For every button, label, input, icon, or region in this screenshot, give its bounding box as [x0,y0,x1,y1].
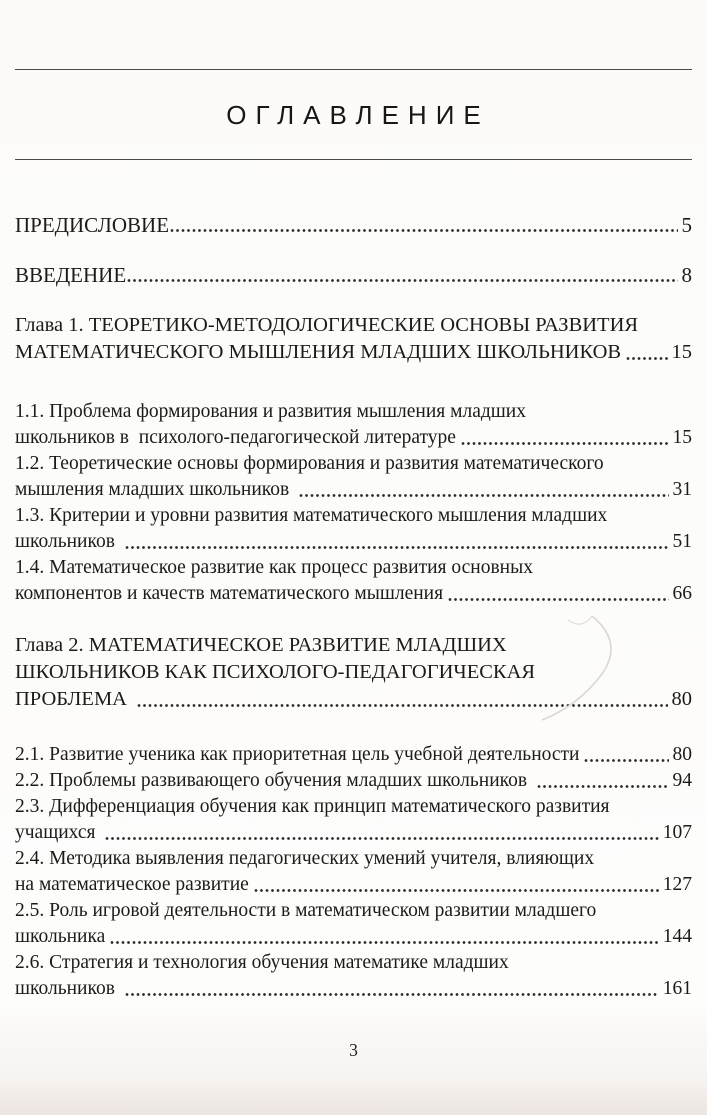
toc-page-ref: 127 [662,874,692,895]
toc-page-ref: 15 [671,341,692,363]
toc-entry [15,503,692,555]
toc-entry-text: 1.2. Теоретические основы формирования и развития математического [15,453,604,474]
toc-entry-line [15,768,692,794]
toc-entry-line [15,555,692,581]
toc-entry-text: школьников [15,978,120,999]
toc-entry-text: 2.1. Развитие ученика как приоритетная цель учебной деятельности [15,744,580,765]
toc-entry-line [15,312,692,339]
toc-entry-text: школьников [15,531,120,552]
toc-entry-text: 2.3. Дифференциация обучения как принцип математического развития [15,796,610,817]
toc-entry-line [15,529,692,555]
toc-entry [15,768,692,794]
dot-leader [137,701,667,709]
toc-entry-line [15,872,692,898]
header-rule-top [15,69,692,70]
toc-entry-text: 1.4. Математическое развитие как процесс развития основных [15,557,533,578]
toc-entry [15,312,692,366]
toc-entry [15,846,692,898]
toc-entry [15,950,692,1002]
toc-entry-line [15,976,692,1002]
toc-page-ref: 5 [681,213,692,237]
toc-entry-text: 2.6. Стратегия и технология обучения математике младших [15,952,509,973]
dot-leader [110,938,658,946]
toc-entry [15,451,692,503]
toc-page-ref: 94 [672,770,692,791]
dot-leader [127,276,677,284]
dot-leader [125,543,669,551]
toc-entry-text: 2.2. Проблемы развивающего обучения младших школьников [15,770,532,791]
toc-entry-text: ПРЕДИСЛОВИЕ [15,213,170,237]
page-content [0,69,707,1002]
toc-entry-line [15,820,692,846]
toc-page-ref: 66 [672,583,692,604]
toc-entry-line [15,742,692,768]
toc-entry-text: 1.1. Проблема формирования и развития мышления младших [15,401,526,422]
toc-entry-line [15,262,692,288]
dot-leader [105,834,658,842]
toc-entry-line [15,339,692,366]
toc-entry-line [15,686,692,713]
page-number: 3 [349,1040,358,1060]
toc-entry [15,898,692,950]
toc-entry-text: школьника [15,926,106,947]
toc-entry-text: школьников в психолого-педагогической литературе [15,427,456,448]
toc-entry [15,794,692,846]
dot-leader [584,756,668,764]
dot-leader [254,886,659,894]
toc-entry [15,262,692,288]
dot-leader [461,439,669,447]
toc-entry-text: Глава 2. МАТЕМАТИЧЕСКОЕ РАЗВИТИЕ МЛАДШИХ [15,634,507,656]
dot-leader [448,595,668,603]
toc-page-ref: 8 [681,263,692,287]
toc-entry-line [15,659,692,686]
toc-entry-line [15,503,692,529]
dot-leader [299,491,668,499]
toc-entry [15,742,692,768]
dot-leader [626,354,667,362]
toc-entry-line [15,425,692,451]
toc-entry-line [15,212,692,238]
toc-entry-line [15,898,692,924]
toc-entry-text: 2.4. Методика выявления педагогических умений учителя, влияющих [15,848,595,869]
toc-entry-line [15,846,692,872]
toc-page-ref: 161 [662,978,692,999]
toc-entry-line [15,794,692,820]
toc-entry-text: компонентов и качеств математического мышления [15,583,444,604]
page-title: ОГЛАВЛЕНИЕ [226,100,490,130]
toc-entry-text: 1.3. Критерии и уровни развития математического мышления младших [15,505,608,526]
toc-entry-text: ШКОЛЬНИКОВ КАК ПСИХОЛОГО-ПЕДАГОГИЧЕСКАЯ [15,661,536,683]
toc-entry-line [15,451,692,477]
toc-entry [15,555,692,607]
toc-entry-text: мышления младших школьников [15,479,295,500]
toc-entry-text: учащихся [15,822,101,843]
header-rule-bottom [15,159,692,160]
toc-page-ref: 107 [662,822,692,843]
toc-page-ref: 51 [672,531,692,552]
toc-entry-line [15,477,692,503]
toc-entry-line [15,950,692,976]
toc-entry-text: МАТЕМАТИЧЕСКОГО МЫШЛЕНИЯ МЛАДШИХ ШКОЛЬНИКОВ [15,341,622,363]
toc-entry-text: ПРОБЛЕМА [15,688,133,710]
dot-leader [537,782,669,790]
toc-entry-line [15,924,692,950]
toc-entry [15,399,692,451]
toc-list [15,212,692,1002]
toc-header [15,69,692,160]
toc-page-ref: 80 [671,688,692,710]
toc-entry [15,632,692,713]
dot-leader [170,226,677,234]
toc-entry-text: ВВЕДЕНИЕ [15,263,127,287]
toc-page-ref: 144 [662,926,692,947]
toc-entry-line [15,581,692,607]
toc-entry-text: Глава 1. ТЕОРЕТИКО-МЕТОДОЛОГИЧЕСКИЕ ОСНОВЫ РАЗВИТИЯ [15,314,639,336]
toc-entry-line [15,399,692,425]
toc-entry-text: на математическое развитие [15,874,249,895]
toc-page-ref: 15 [672,427,692,448]
toc-entry-line [15,632,692,659]
dot-leader [125,990,659,998]
toc-page-ref: 31 [672,479,692,500]
toc-entry-text: 2.5. Роль игровой деятельности в математическом развитии младшего [15,900,597,921]
toc-page-ref: 80 [672,744,692,765]
toc-entry [15,212,692,238]
